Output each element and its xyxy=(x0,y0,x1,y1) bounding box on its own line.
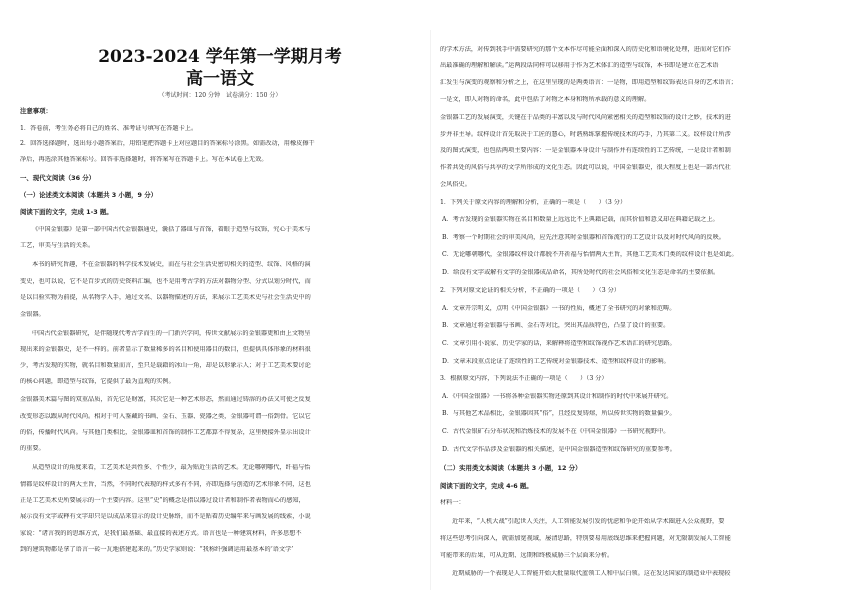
exam-info: （考试时间：120 分钟 试卷满分：150 分） xyxy=(158,92,282,99)
left-line: 《中国金银器》是第一部中国古代金银器通史，囊括了器皿与首饰，着眼于造型与纹饰，究心于美术与 xyxy=(32,226,311,233)
left-line: 1．答卷前，考生务必将自己的姓名、准考证号填写在答题卡上。 xyxy=(20,125,198,132)
right-line: 近年来，“人机大战”引起世人关注，人工智能发展引发的忧虑和争论开始从学术圈进入公众视野，要 xyxy=(452,518,725,525)
left-line: 的重要。 xyxy=(20,445,45,452)
right-line: D．文章末段重点论证了连续性的工艺传统对金银器技术、造型和纹样设计的影响。 xyxy=(442,358,670,365)
right-line: 材料一： xyxy=(440,499,465,506)
right-line: 出最准确的理解和解读。”运两段话同样可以移用于作为艺术体汇的造型与纹饰，本书即是建立在艺术语 xyxy=(440,62,719,69)
right-line: B．文章通过将金银器与书画、金石等对比，突出其品质特色，凸显了设计的重要。 xyxy=(442,322,670,329)
right-line: 金银器工艺的发展演变，关键在于品类的丰富以及与时代风尚紧密相关的造型和纹饰的设计之妙，技术的进 xyxy=(440,114,731,121)
right-line: A．考古发现的金银器实物在名目和数量上远远比不上典籍记载，而其价值和意义却在典籍记载之上。 xyxy=(442,216,719,223)
right-line: 阅读下面的文字，完成 4-6 题。 xyxy=(440,482,533,490)
right-line: A．《中国金银器》一书将各种金银器实物还原到其设计和制作的时代中来展开研究。 xyxy=(442,393,673,400)
left-line: 到的建筑物都是拿了语言一砖一瓦地搭建起来的。”历史学家则说：“我称纤强调运用最基本的‘语文学’ xyxy=(20,546,294,553)
left-line: 现出来的金银器史，是不一样的。前者显示了数量稀多的名目和使用器目的数目，但提供具体形象的材料很 xyxy=(20,346,311,353)
left-line: 中国古代金银器研究，是伴随现代考古学而生的一门新兴学问，传世文献展示的金银器更和由上文物呈 xyxy=(32,330,311,337)
left-line: 的俗，传播时代风尚。与其他门类相比，金银器皿和首饰的制作工艺都算不得复杂，这里便接外显示出设计 xyxy=(20,429,311,436)
left-line: 少，考古发现的实物，就名目和数量而言，至只是载籍的冰山一角，却是以形象示人；对于工艺美术要讨论 xyxy=(20,362,311,369)
right-line: B．考察一个时期社会的审美风尚，应先注意其时金银器和首饰流行的工艺设计以及对时代风尚的反映。 xyxy=(442,234,725,241)
right-line: D．古代文学作品涉及金银器的相关描述，是中国金银器造型和纹饰研究的重要参考。 xyxy=(442,446,676,453)
right-line: C．古代金银矿石分布状况和冶炼技术的发展不在《中国金银器》一书研究视野中。 xyxy=(442,428,670,435)
left-line: 2．回答选择题时，选出每小题答案后，用铅笔把答题卡上对应题目的答案标号涂黑。如需改动，用橡皮擦干 xyxy=(20,140,315,147)
right-line: 1．下列关于原文内容的理解和分析，正确的一项是（ ）（3 分） xyxy=(440,199,627,206)
left-line: 展示没有文字或释有文字却只是以成品来显示的设计史脉络，而不是贴着历史编年来与画发展的线索，小说 xyxy=(20,513,311,520)
left-line: 工艺，审美与生活的关系。 xyxy=(20,242,95,249)
right-line: 将这些思考引向深入，就需加宽视域，屡清思路，特别要易用底线思维来把握问题，对无限制发展人工智能 xyxy=(440,535,731,542)
right-line: C．无论哪朝哪代，金银器纹样设计都脱不开祈福与怡情两大主旨，其他工艺美术门类的纹样设计也是如此。 xyxy=(442,251,738,258)
left-line: 金银器。 xyxy=(20,311,45,318)
right-line: 作者共处的风俗与共享的文学所形成的文化生态。因此可以说，中国金银器史，很大程度上也是一部古代社 xyxy=(440,164,731,171)
left-line: 金银器美术篇与图的双重品质，首先它是财富，其次它是一种艺术形态，然而通过铸溶的办法又可使之反复 xyxy=(20,396,311,403)
right-line: 近期威胁的一个表现是人工智能开始大批量取代蓝领工人和中层白领。这在发达国家的制造业中表现较 xyxy=(452,570,731,577)
left-line: 净后，再选涂其他答案标号。回答非选择题时，将答案写在答题卡上。写在本试卷上无效。 xyxy=(20,156,268,163)
right-line: D．给没有文字或解有文字的金银器成品命名，其所处时代的社会风俗和文化生态是命名的主要依据。 xyxy=(442,269,720,276)
left-line: 家说：“诸言我的的思维方式，是我们最基础、最直接的表述方式。语言也是一种建筑材料，许多思想不 xyxy=(20,530,302,537)
right-line: 及的图式演变，也包括两项主要内容：一是金银器本身设计与制作并有连续性的工艺传统，一是设计者和制 xyxy=(440,147,731,154)
left-line: 情都是纹样设计的两大主旨，当然，不同时代表现的样式多有不同，亦即选择与创造的艺术形象不同，这也 xyxy=(20,481,311,488)
right-line: （二）实用类文本阅读（本题共 3 小题，12 分） xyxy=(440,464,582,472)
right-line: A．文章开宗明义，点明《中国金银器》一书的性质，概述了全书研究的对象和范畴。 xyxy=(442,305,676,312)
right-line: C．文章引用小说家、历史学家的话，来解释将造型和纹饰视作艺术语汇的研究思路。 xyxy=(442,340,676,347)
left-line: 一、现代文阅读（36 分） xyxy=(20,174,96,182)
exam-title: 2023-2024 学年第一学期月考 xyxy=(98,47,342,67)
left-line: 改变形态以跟从时代风尚。相对于可入鉴藏的书画、金石、玉器、瓷器之类，金银器可谓一俗到骨。它以它 xyxy=(20,413,311,420)
right-line: 汇发生与演变的观察和分析之上，在这里呈现的是两类语言：一是物，即用造型和纹饰表达自身的艺术语言； xyxy=(440,79,737,86)
right-line: 会风俗史。 xyxy=(440,181,471,188)
left-line: 从造型设计的角度来看，工艺美术是共性多、个性少，最为贴近生活的艺术。无论哪朝哪代，纤福与怡 xyxy=(32,464,311,471)
subject-title: 高一语文 xyxy=(186,69,254,89)
left-line: 阅读下面的文字，完成 1-3 题。 xyxy=(20,208,113,216)
right-line: 3．根据原文内容，下列说法不正确的一项是（ ）（3 分） xyxy=(440,375,608,382)
left-line: 的核心问题，即造型与纹饰，它提供了最为直观的实例。 xyxy=(20,378,175,385)
column-divider xyxy=(430,30,431,590)
right-line: B．与其他艺术品相比，金银器因其“俗”，且经反复铸熔，所以传世实物的数量偏少。 xyxy=(442,410,676,417)
left-line: （一）论述类文本阅读（本题共 3 小题，9 分） xyxy=(20,191,157,199)
left-line: 本书的研究旨趣，不在金银器的科学技术发展史，而在与社会生活史密切相关的造型、纹饰、风格的演 xyxy=(32,261,311,268)
right-line: 步并非主导。纹样设计首先取决于工匠的慧心，时谐熟练掌握传统技术的巧手，乃其第二义。纹样设计所涉 xyxy=(440,131,731,138)
left-line: 注意事项： xyxy=(20,107,52,115)
left-line: 是以目验实物为前提，从名物学入手，通过文名、以器物描述的方法，来展示工艺美术史与社会生活史中的 xyxy=(20,294,311,301)
left-line: 正是工艺美术史所要展示的一个主要内容。这里“史”的概念是指以器过设计者和制作者表物而心的感知， xyxy=(20,497,305,504)
right-line: 2．下列对原文论证的相关分析，不正确的一项是（ ）（3 分） xyxy=(440,287,620,294)
right-line: 的学术方法，对传到我手中需要研究的那个文本作尽可能全面和深入的历史化和语境化处理，进而对它们作 xyxy=(440,46,731,53)
right-line: 可能带来的后果，可从近期、远期和终极威胁三个层面来分析。 xyxy=(440,552,614,559)
left-line: 变史，也可以说，它不是百步式的历史资料汇编，也不是用考古学的方法对器物分型、分式以划分时代，而 xyxy=(20,278,311,285)
right-line: 一是文，即人对物的命名，此中包括了对物之本身和物所承载的意义的理解。 xyxy=(440,96,651,103)
